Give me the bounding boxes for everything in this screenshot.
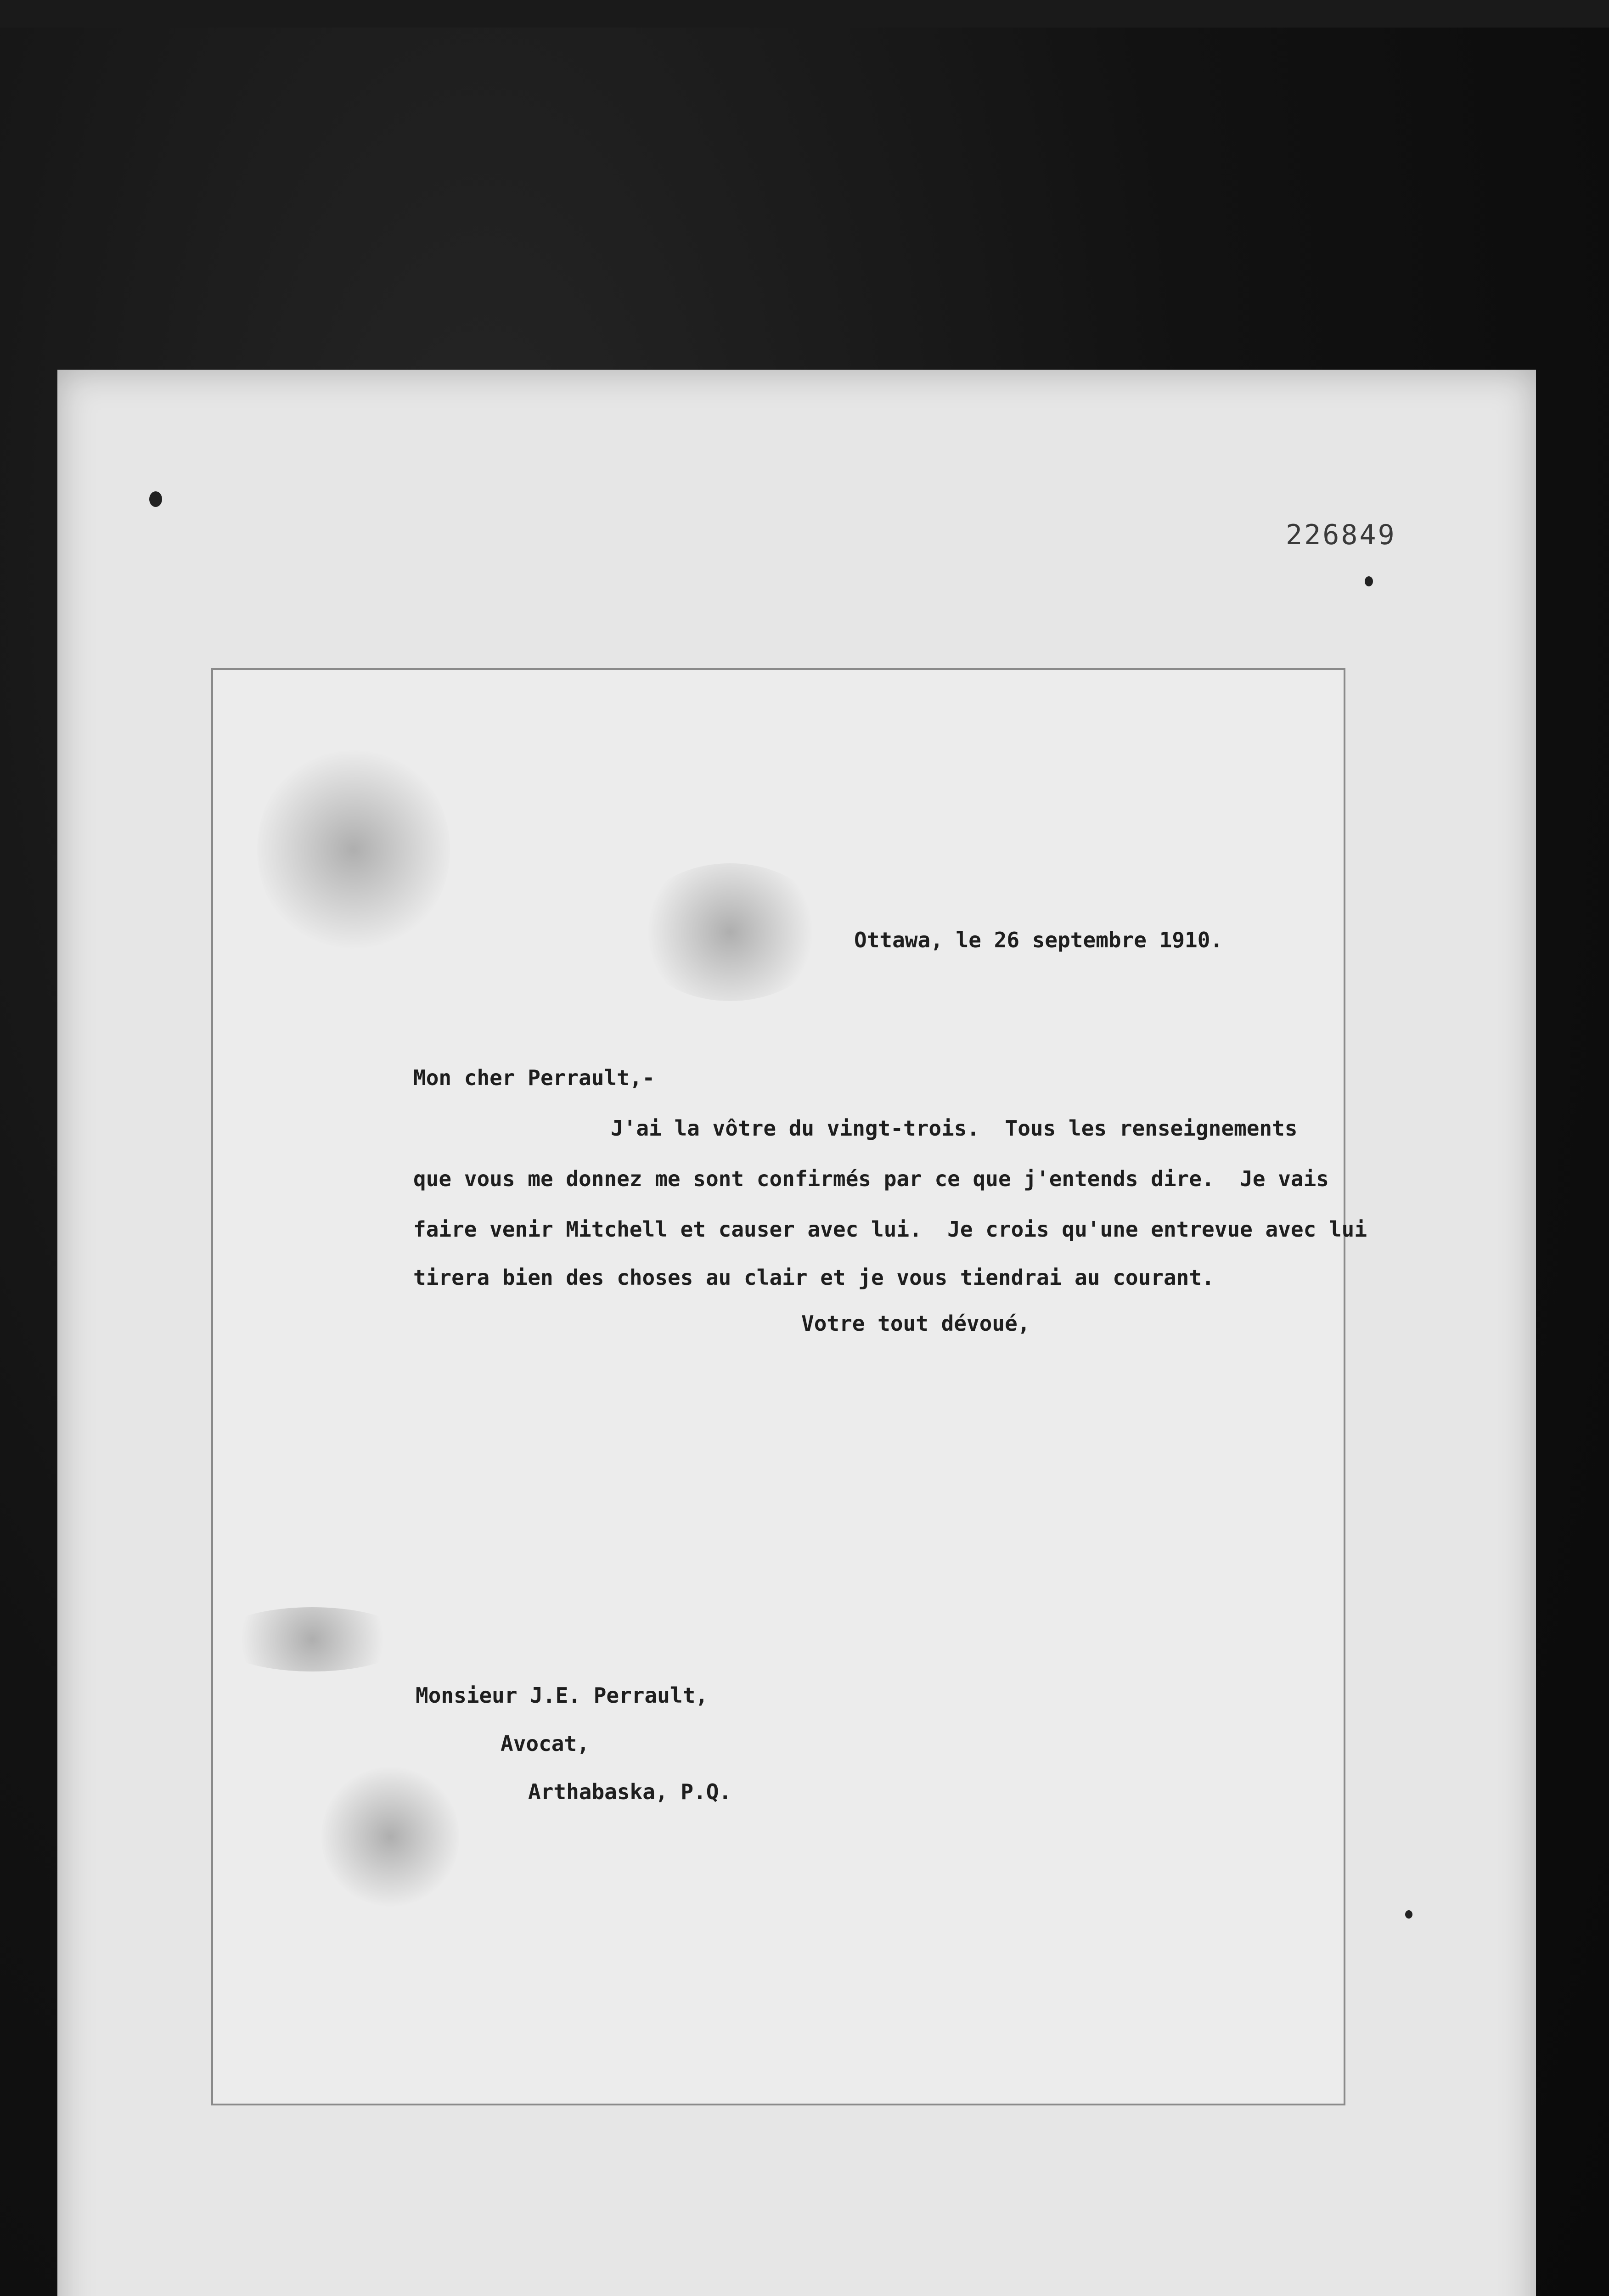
document-number: 226849 <box>1286 519 1396 551</box>
stain <box>634 863 827 1001</box>
letter-body-line: J'ai la vôtre du vingt-trois. Tous les renseignements <box>611 1116 1298 1141</box>
film-edge <box>0 0 1609 28</box>
letter-body-line: tirera bien des choses au clair et je vous tiendrai au courant. <box>413 1265 1215 1290</box>
letter-date: Ottawa, le 26 septembre 1910. <box>854 928 1223 952</box>
letter-salutation: Mon cher Perrault,- <box>413 1065 655 1090</box>
ink-spot <box>1405 1910 1412 1919</box>
letter-closing: Votre tout dévoué, <box>801 1311 1030 1336</box>
stain <box>257 744 450 955</box>
letter-body-line: que vous me donnez me sont confirmés par ce que j'entends dire. Je vais <box>413 1166 1329 1191</box>
ink-spot <box>1365 576 1373 586</box>
recipient-location: Arthabaska, P.Q. <box>528 1779 732 1804</box>
ink-spot <box>149 491 162 507</box>
letter-body-line: faire venir Mitchell et causer avec lui. Je crois qu'une entrevue avec lui <box>413 1217 1367 1242</box>
stain <box>216 1607 409 1671</box>
recipient-title: Avocat, <box>501 1731 590 1756</box>
recipient-name: Monsieur J.E. Perrault, <box>416 1683 708 1708</box>
stain <box>321 1763 459 1910</box>
